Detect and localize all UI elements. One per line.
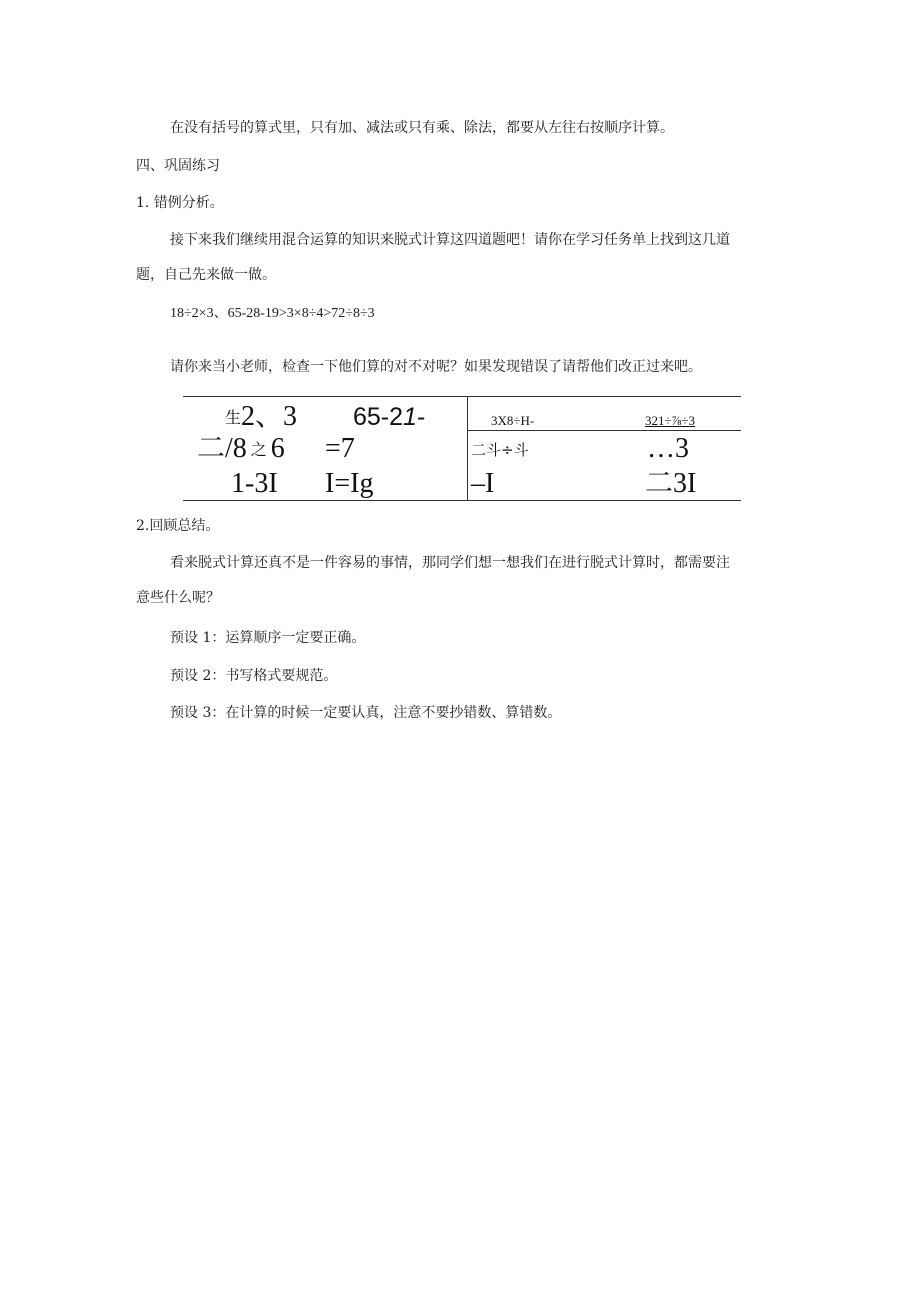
- col4-row3: 二3I: [645, 468, 697, 499]
- preset-1: 预设 1：运算顺序一定要正确。: [170, 630, 366, 646]
- item2-text-line2: 意些什么呢？: [136, 590, 220, 606]
- col1-row1-value: 2、3: [241, 401, 298, 432]
- col2-row3: I=Ig: [325, 468, 374, 499]
- col1-row2-prefix: 二/8: [197, 433, 247, 464]
- col3-row1: 3X8÷H-: [491, 413, 535, 428]
- col1-row2-value: 6: [270, 433, 285, 464]
- col1-row1-prefix: 生: [225, 408, 242, 427]
- worksheet-table: [183, 396, 741, 501]
- right-header-rule: [467, 430, 741, 431]
- preset-3: 预设 3：在计算的时候一定要认真，注意不要抄错数、算错数。: [170, 705, 562, 721]
- col2-row1-value: 65-2: [353, 403, 404, 431]
- col4-row1: 321÷⅞÷3: [645, 413, 696, 428]
- item2-heading: 2.回顾总结。: [136, 518, 220, 534]
- section-heading: 四、巩固练习: [136, 158, 220, 174]
- item1-text-line2: 题，自己先来做一做。: [136, 267, 276, 283]
- col1-row1: [225, 402, 297, 433]
- col3-row3: –I: [471, 468, 495, 499]
- item1-text-line1: 接下来我们继续用混合运算的知识来脱式计算这四道题吧！请你在学习任务单上找到这几道: [170, 232, 730, 248]
- top-rule: [183, 396, 741, 397]
- rule-statement: 在没有括号的算式里，只有加、减法或只有乘、除法，都要从左往右按顺序计算。: [170, 120, 674, 136]
- col2-row1-italic: 1: [403, 403, 417, 431]
- col2-row2: =7: [325, 433, 355, 464]
- item1-heading: 1. 错例分析。: [136, 195, 224, 211]
- col2-row1: [353, 402, 425, 432]
- bottom-rule: [183, 500, 741, 501]
- col2-row1-suffix: -: [416, 403, 426, 431]
- col1-row3: 1-3I: [231, 468, 278, 499]
- teacher-prompt: 请你来当小老师，检查一下他们算的对不对呢？如果发现错误了请帮他们改正过来吧。: [170, 359, 702, 375]
- expressions: 18÷2×3、65-28-19>3×8÷4>72÷8÷3: [170, 306, 375, 321]
- col3-row2: 二斗÷斗: [471, 441, 529, 459]
- item2-text-line1: 看来脱式计算还真不是一件容易的事情，那同学们想一想我们在进行脱式计算时，都需要注: [170, 555, 730, 571]
- center-divider: [467, 396, 468, 500]
- col1-row2: [197, 434, 285, 465]
- preset-2: 预设 2：书写格式要规范。: [170, 668, 338, 684]
- col4-row2: …3: [647, 433, 689, 464]
- col1-row2-mid: 之: [250, 440, 267, 459]
